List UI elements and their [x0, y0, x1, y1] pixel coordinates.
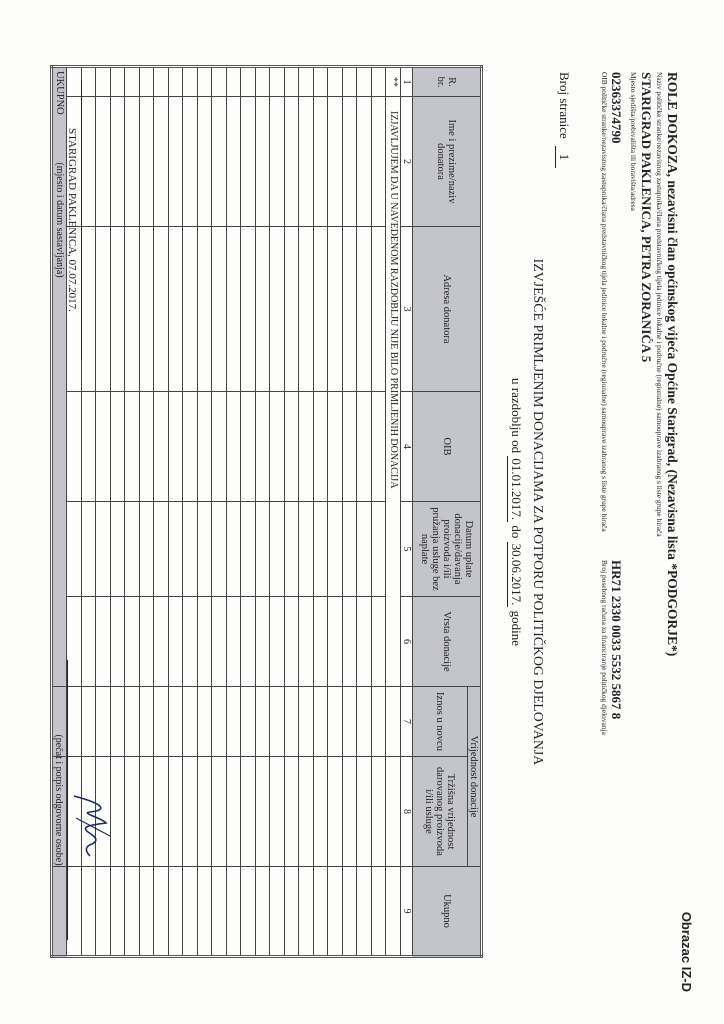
table-row: [343, 67, 358, 957]
table-cell: [343, 392, 358, 502]
table-cell: [328, 67, 343, 97]
table-row: [328, 67, 343, 957]
table-cell: [285, 227, 300, 392]
table-cell: [82, 687, 97, 757]
table-row: [386, 67, 401, 957]
table-cell: [372, 687, 387, 757]
account-iban-caption: Broj posebnog računa za financiranje političkog djelovanja: [600, 560, 609, 735]
table-cell: [154, 392, 169, 502]
table-cell: [67, 867, 82, 957]
table-cell: [285, 97, 300, 227]
table-cell: [169, 757, 184, 867]
table-row: [183, 67, 198, 957]
header-cash-amount: Iznos u novcu: [413, 687, 468, 757]
table-cell: [82, 227, 97, 392]
table-cell: [169, 392, 184, 502]
header-oib: OIB: [413, 392, 482, 502]
table-cell: [299, 67, 314, 97]
table-cell: [212, 867, 227, 957]
table-cell: [198, 597, 213, 687]
table-cell: [67, 597, 82, 687]
table-cell: [154, 867, 169, 957]
period-mid: do: [509, 525, 524, 539]
table-cell: [256, 227, 271, 392]
table-cell: [227, 502, 242, 597]
table-cell: [212, 67, 227, 97]
table-cell: [96, 867, 111, 957]
header-rbr: R. br.: [413, 67, 482, 97]
table-cell: [154, 227, 169, 392]
table-cell: [343, 227, 358, 392]
table-cell: [169, 97, 184, 227]
table-cell: [111, 67, 126, 97]
table-cell: [270, 687, 285, 757]
report-title: IZVJEŠĆE PRIMLJENIM DONACIJAMA ZA POTPORU POLITIČKOG DJELOVANJA: [531, 258, 546, 766]
table-cell: [198, 392, 213, 502]
total-label: UKUPNO: [52, 67, 67, 687]
table-cell: [154, 97, 169, 227]
table-cell: [285, 392, 300, 502]
table-cell: [198, 867, 213, 957]
table-cell: [343, 97, 358, 227]
table-cell: [183, 597, 198, 687]
table-cell: [328, 687, 343, 757]
table-cell: [82, 502, 97, 597]
row-marker: **: [386, 67, 401, 97]
table-cell: [270, 67, 285, 97]
no-donations-statement: IZJAVLJUJEM DA U NAVEDENOM RAZDOBLJU NIJE BILO PRIMLJENIH DONACIJA: [386, 97, 401, 687]
table-cell: [372, 67, 387, 97]
table-cell: [125, 597, 140, 687]
table-cell: [256, 97, 271, 227]
table-cell: [169, 227, 184, 392]
table-cell: [183, 687, 198, 757]
party-address-caption: Mjesto sjedišta/prebivališta ili boravišta/adresa: [629, 72, 638, 211]
table-cell: [299, 97, 314, 227]
table-cell: [357, 392, 372, 502]
table-cell: [372, 597, 387, 687]
table-cell: [241, 97, 256, 227]
table-cell: [241, 757, 256, 867]
table-cell: [343, 67, 358, 97]
table-cell: [169, 597, 184, 687]
column-number: 8: [401, 757, 413, 867]
table-cell: [227, 97, 242, 227]
table-cell: [183, 97, 198, 227]
table-cell: [154, 502, 169, 597]
table-cell: [299, 757, 314, 867]
table-cell: [299, 687, 314, 757]
table-cell: [212, 757, 227, 867]
table-cell: [357, 502, 372, 597]
table-cell: [227, 867, 242, 957]
table-cell: [96, 392, 111, 502]
table-cell: [111, 392, 126, 502]
account-iban: HR71 2330 0033 5532 5867 8: [609, 560, 624, 720]
page-number-label: Broj stranice: [557, 72, 572, 139]
table-cell: [140, 687, 155, 757]
table-cell: [183, 227, 198, 392]
table-cell: [372, 227, 387, 392]
form-code: Obrazac IZ-D: [679, 911, 694, 992]
header-total: Ukupno: [413, 867, 482, 957]
column-number: 1: [401, 67, 413, 97]
table-cell: [270, 392, 285, 502]
table-cell: [183, 757, 198, 867]
table-cell: [198, 227, 213, 392]
table-cell: [96, 227, 111, 392]
table-cell: [256, 67, 271, 97]
donations-table: [51, 65, 484, 958]
table-cell: [256, 392, 271, 502]
table-cell: [241, 67, 256, 97]
table-cell: [241, 392, 256, 502]
column-number: 7: [401, 687, 413, 757]
place-date: STARIGRAD PAKLENICA, 07.07.2017.: [66, 128, 78, 312]
table-row: [270, 67, 285, 957]
table-cell: [111, 867, 126, 957]
table-cell: [343, 502, 358, 597]
table-cell: [111, 502, 126, 597]
table-cell: [299, 867, 314, 957]
header-donor-name: Ime i prezime/naziv donatora: [413, 97, 482, 227]
table-row: [169, 67, 184, 957]
table-cell: [256, 757, 271, 867]
table-cell: [125, 757, 140, 867]
table-cell: [357, 97, 372, 227]
table-cell: [270, 97, 285, 227]
header-market-value: Tržišna vrijednost darovanog proizvoda i/ili usluge: [413, 757, 468, 867]
table-cell: [343, 597, 358, 687]
table-cell: [183, 67, 198, 97]
table-cell: [299, 392, 314, 502]
table-row: [314, 67, 329, 957]
party-name-caption: Naziv političke stranke/nezavisnog zastupnika/člana predstavničkog tijela jedinice lokalne i područne (regionalne) samouprave izabranog s liste grupe birača: [655, 72, 664, 537]
table-cell: [140, 597, 155, 687]
table-cell: [212, 687, 227, 757]
table-cell: [212, 227, 227, 392]
table-cell: [183, 867, 198, 957]
table-cell: [386, 867, 401, 957]
table-cell: [198, 67, 213, 97]
table-cell: [125, 392, 140, 502]
table-cell: [169, 67, 184, 97]
table-cell: [314, 597, 329, 687]
table-cell: [256, 867, 271, 957]
column-number-row: [401, 67, 413, 957]
table-cell: [111, 97, 126, 227]
table-cell: [82, 867, 97, 957]
table-row: [125, 67, 140, 957]
table-cell: [96, 597, 111, 687]
table-cell: [140, 502, 155, 597]
table-cell: [328, 502, 343, 597]
table-cell: [241, 687, 256, 757]
table-cell: [357, 597, 372, 687]
place-date-caption: (mjesto i datum sastavljanja): [54, 162, 65, 278]
table-cell: [212, 392, 227, 502]
table-cell: [198, 502, 213, 597]
table-row: [299, 67, 314, 957]
stamp-signature-caption: (pečat i potpis odgovorne osobe): [53, 660, 68, 940]
table-cell: [96, 687, 111, 757]
table-cell: [125, 502, 140, 597]
table-cell: [212, 597, 227, 687]
table-cell: [357, 227, 372, 392]
table-cell: [82, 67, 97, 97]
page-number-value: 1: [555, 146, 572, 168]
period-to: 30.06.2017.: [509, 543, 524, 606]
column-number: 3: [401, 227, 413, 392]
table-cell: [198, 757, 213, 867]
table-row: [372, 67, 387, 957]
table-cell: [154, 67, 169, 97]
table-cell: [125, 67, 140, 97]
table-cell: [256, 597, 271, 687]
table-cell: [111, 597, 126, 687]
page-number-line: [555, 72, 572, 168]
table-cell: [357, 67, 372, 97]
table-cell: [270, 757, 285, 867]
table-cell: [285, 597, 300, 687]
table-cell: [183, 502, 198, 597]
table-cell: [154, 757, 169, 867]
table-cell: [328, 597, 343, 687]
table-cell: [343, 687, 358, 757]
table-cell: [241, 502, 256, 597]
table-cell: [357, 687, 372, 757]
table-cell: [270, 597, 285, 687]
party-oib: 02363374790: [609, 72, 624, 144]
table-cell: [314, 502, 329, 597]
table-cell: [343, 757, 358, 867]
column-number: 4: [401, 392, 413, 502]
table-cell: [67, 687, 82, 757]
table-cell: [154, 597, 169, 687]
table-cell: [386, 687, 401, 757]
table-row: [154, 67, 169, 957]
table-row: [198, 67, 213, 957]
table-cell: [372, 502, 387, 597]
table-cell: [227, 687, 242, 757]
table-cell: [270, 867, 285, 957]
table-cell: [372, 97, 387, 227]
party-name: ROLE DOKOZA, nezavisni član općinskog vijeća Općine Starigrad, (Nezavisna lista *PODGORJE*): [665, 72, 680, 657]
table-cell: [386, 757, 401, 867]
table-cell: [285, 757, 300, 867]
table-cell: [227, 392, 242, 502]
column-number: 5: [401, 502, 413, 597]
table-cell: [111, 687, 126, 757]
table-cell: [328, 757, 343, 867]
column-number: 2: [401, 97, 413, 227]
table-cell: [328, 227, 343, 392]
table-cell: [82, 597, 97, 687]
table-cell: [125, 97, 140, 227]
period-suffix: godine: [509, 610, 524, 646]
table-cell: [241, 597, 256, 687]
table-cell: [140, 757, 155, 867]
column-number: 9: [401, 867, 413, 957]
table-cell: [299, 597, 314, 687]
table-row: [357, 67, 372, 957]
table-row: [212, 67, 227, 957]
header-donor-address: Adresa donatora: [413, 227, 482, 392]
table-cell: [328, 867, 343, 957]
table-cell: [140, 67, 155, 97]
table-cell: [96, 97, 111, 227]
table-cell: [169, 687, 184, 757]
header-value-group: Vrijednost donacije: [468, 687, 482, 867]
report-period: [507, 0, 524, 1024]
table-cell: [372, 392, 387, 502]
table-cell: [140, 392, 155, 502]
table-cell: [169, 502, 184, 597]
table-row: [285, 67, 300, 957]
table-cell: [241, 867, 256, 957]
table-cell: [372, 867, 387, 957]
table-cell: [212, 97, 227, 227]
table-cell: [314, 97, 329, 227]
period-prefix: u razdoblju od: [509, 378, 524, 454]
table-row: [140, 67, 155, 957]
table-cell: [111, 227, 126, 392]
table-cell: [82, 97, 97, 227]
table-cell: [140, 227, 155, 392]
table-cell: [198, 97, 213, 227]
table-cell: [328, 392, 343, 502]
table-row: [227, 67, 242, 957]
party-oib-caption: OIB političke stranke/nezavisnog zastupnika/člana predstavničkog tijela jedinice lokalne i područne (regionalne) samouprave izabranog s liste grupe birača: [600, 72, 609, 532]
table-cell: [227, 227, 242, 392]
table-cell: [328, 97, 343, 227]
table-cell: [140, 867, 155, 957]
table-cell: [357, 757, 372, 867]
table-cell: [256, 687, 271, 757]
table-cell: [270, 502, 285, 597]
table-cell: [285, 687, 300, 757]
table-cell: [67, 392, 82, 502]
table-cell: [198, 687, 213, 757]
header-date: Datum uplate donacije/davanja proizvoda i/ili pružanja usluge bez naplate: [413, 502, 482, 597]
table-cell: [314, 757, 329, 867]
table-cell: [183, 392, 198, 502]
table-cell: [285, 67, 300, 97]
table-cell: [96, 502, 111, 597]
table-cell: [227, 67, 242, 97]
table-cell: [125, 227, 140, 392]
table-cell: [285, 502, 300, 597]
column-number: 6: [401, 597, 413, 687]
table-cell: [140, 97, 155, 227]
header-donation-type: Vrsta donacije: [413, 597, 482, 687]
table-cell: [125, 687, 140, 757]
table-cell: [314, 687, 329, 757]
table-cell: [314, 227, 329, 392]
table-cell: [343, 867, 358, 957]
table-cell: [270, 227, 285, 392]
table-row: [256, 67, 271, 957]
table-cell: [314, 867, 329, 957]
table-cell: [227, 757, 242, 867]
table-cell: [82, 392, 97, 502]
table-cell: [299, 502, 314, 597]
signature: [66, 790, 114, 860]
table-cell: [357, 867, 372, 957]
table-cell: [125, 867, 140, 957]
table-cell: [241, 227, 256, 392]
table-cell: [314, 392, 329, 502]
table-cell: [299, 227, 314, 392]
table-cell: [96, 67, 111, 97]
table-cell: [256, 502, 271, 597]
table-row: [241, 67, 256, 957]
table-cell: [314, 67, 329, 97]
table-cell: [227, 597, 242, 687]
table-cell: [372, 757, 387, 867]
table-cell: [169, 867, 184, 957]
party-address: STARIGRAD PAKLENICA, PETRA ZORANIĆA 5: [639, 72, 654, 363]
table-cell: [67, 502, 82, 597]
table-cell: [154, 687, 169, 757]
place-date-block: [54, 80, 82, 360]
period-from: 01.01.2017.: [509, 458, 524, 521]
table-cell: [285, 867, 300, 957]
table-cell: [212, 502, 227, 597]
